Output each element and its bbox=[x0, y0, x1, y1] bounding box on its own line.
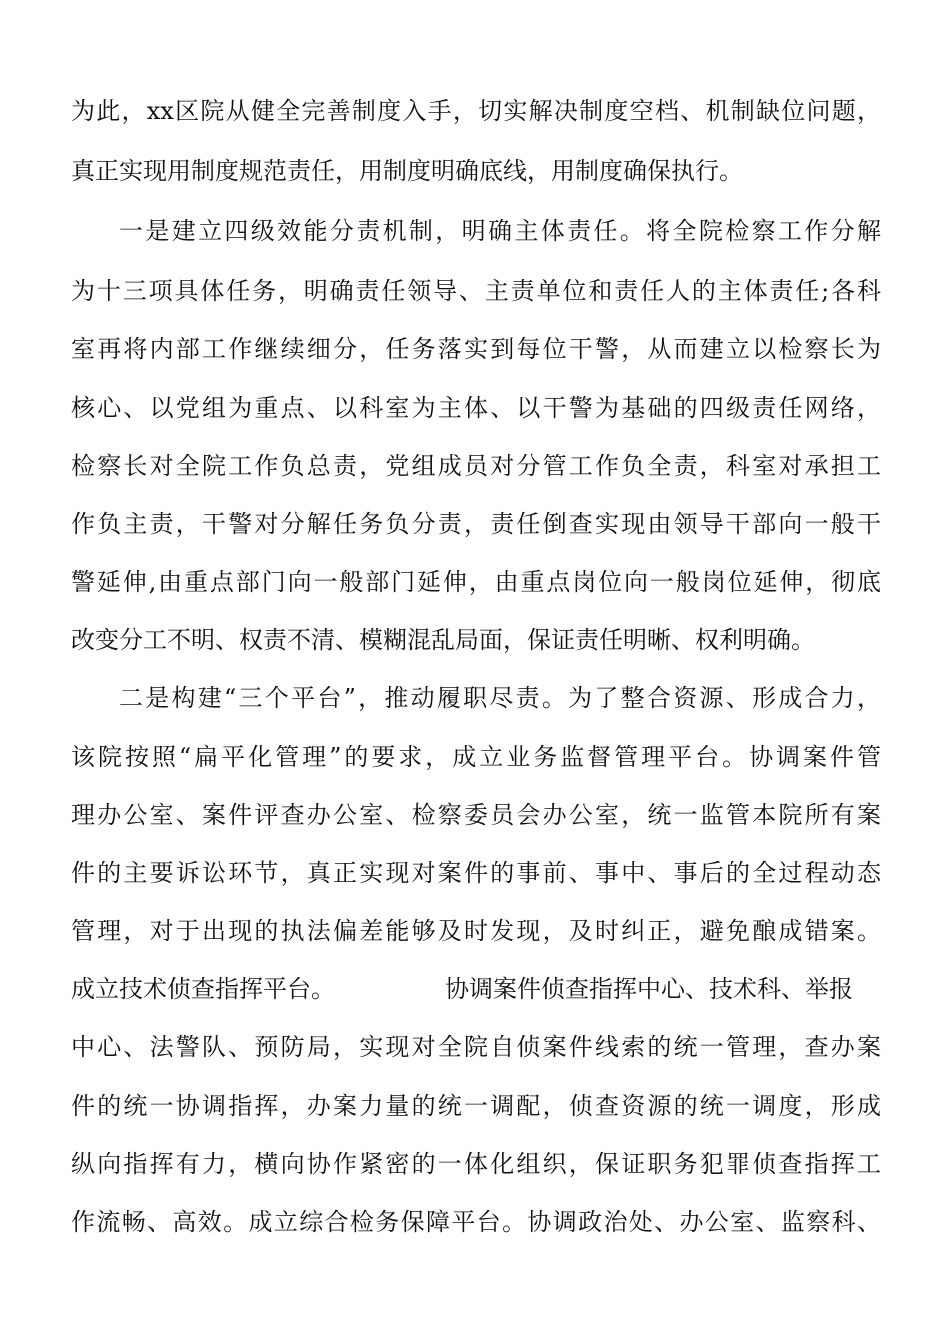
text-line-16-part-2: 协调案件侦查指挥中心、技术科、举报 bbox=[445, 975, 853, 1003]
text-line-15: 管理，对于出现的执法偏差能够及时发现，及时纠正，避免酿成错案。 bbox=[71, 917, 881, 945]
text-line-5: 室再将内部工作继续细分，任务落实到每位干警，从而建立以检察长为 bbox=[71, 335, 881, 363]
text-line-8: 作负主责，干警对分解任务负分责，责任倒查实现由领导干部向一般干 bbox=[71, 510, 881, 538]
text-line-11: 二是构建“三个平台”，推动履职尽责。为了整合资源、形成合力， bbox=[119, 684, 881, 712]
text-line-6: 核心、以党组为重点、以科室为主体、以干警为基础的四级责任网络， bbox=[71, 394, 881, 422]
text-line-19: 纵向指挥有力，横向协作紧密的一体化组织，保证职务犯罪侦查指挥工 bbox=[71, 1150, 881, 1178]
text-line-16-part-1: 成立技术侦查指挥平台。 bbox=[71, 975, 335, 1003]
text-line-12: 该院按照“扁平化管理”的要求，成立业务监督管理平台。协调案件管 bbox=[71, 743, 881, 771]
text-line-16 bbox=[71, 969, 881, 1009]
text-line-4: 为十三项具体任务，明确责任领导、主责单位和责任人的主体责任;各科 bbox=[71, 277, 881, 305]
text-line-1: 为此，xx区院从健全完善制度入手，切实解决制度空档、机制缺位问题， bbox=[71, 97, 881, 125]
text-line-2: 真正实现用制度规范责任，用制度明确底线，用制度确保执行。 bbox=[71, 157, 743, 185]
text-line-3: 一是建立四级效能分责机制，明确主体责任。将全院检察工作分解 bbox=[119, 217, 881, 245]
text-line-14: 件的主要诉讼环节，真正实现对案件的事前、事中、事后的全过程动态 bbox=[71, 859, 881, 887]
text-line-7: 检察长对全院工作负总责，党组成员对分管工作负全责，科室对承担工 bbox=[71, 452, 881, 480]
text-line-13: 理办公室、案件评查办公室、检察委员会办公室，统一监管本院所有案 bbox=[71, 801, 881, 829]
text-line-9: 警延伸,由重点部门向一般部门延伸，由重点岗位向一般岗位延伸，彻底 bbox=[71, 568, 881, 596]
text-line-10: 改变分工不明、权责不清、模糊混乱局面，保证责任明晰、权利明确。 bbox=[71, 626, 815, 654]
text-line-18: 件的统一协调指挥，办案力量的统一调配，侦查资源的统一调度，形成 bbox=[71, 1092, 881, 1120]
text-line-17: 中心、法警队、预防局，实现对全院自侦案件线索的统一管理，查办案 bbox=[71, 1033, 881, 1061]
text-line-20: 作流畅、高效。成立综合检务保障平台。协调政治处、办公室、监察科、 bbox=[71, 1208, 881, 1236]
